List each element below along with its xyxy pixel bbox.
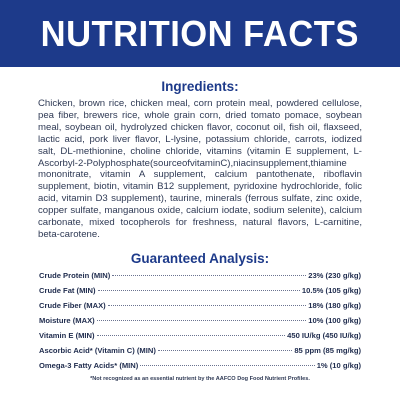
analysis-row-value: 23% (230 g/kg) (308, 271, 361, 280)
dot-leader (108, 305, 307, 306)
analysis-row (39, 286, 361, 301)
analysis-row-name: Crude Protein (MIN) (39, 271, 111, 280)
analysis-row-value: 85 ppm (85 mg/kg) (294, 346, 361, 355)
analysis-row-name: Omega-3 Fatty Acids* (MIN) (39, 361, 139, 370)
ingredients-text: Chicken, brown rice, chicken meal, corn protein meal, powdered cellulose, pea fiber, brewers rice, whole grain corn, dried tomato pomace, soybean meal, soybean oil, hydrolyzed chicken flavor, coconut oil, fish oil, flaxseed, lactic acid, pork liver flavor, L-lysine, potassium chloride, carrots, iodized salt, DL-methionine, choline chloride, vitamins (vitamin E supplement, L-Ascorbyl-2-Polyphosphate(sourceofvitaminC),niacinsupplement,thiamine mononitrate, vitamin A supplement, calcium pantothenate, riboflavin supplement, biotin, vitamin B12 supplement, pyridoxine hydrochloride, folic acid, vitamin D3 supplement), taurine, minerals (ferrous sulfate, zinc oxide, copper sulfate, manganous oxide, calcium iodate, sodium selenite), calcium carbonate, mixed tocopherols for freshness, natural flavors, L-carnitine, beta-carotene. (38, 98, 362, 240)
page-title: NUTRITION FACTS (40, 12, 360, 54)
dot-leader (97, 320, 307, 321)
analysis-row (39, 316, 361, 331)
analysis-row-name: Crude Fat (MIN) (39, 286, 96, 295)
analysis-row-value: 450 IU/kg (450 IU/kg) (287, 331, 361, 340)
analysis-row-value: 10% (100 g/kg) (308, 316, 361, 325)
guaranteed-analysis-table (39, 271, 361, 376)
dot-leader (97, 335, 286, 336)
ingredients-heading: Ingredients: (161, 79, 239, 94)
analysis-row-value: 18% (180 g/kg) (308, 301, 361, 310)
dot-leader (112, 275, 306, 276)
analysis-row-name: Vitamin E (MIN) (39, 331, 95, 340)
analysis-row (39, 361, 361, 376)
dot-leader (98, 290, 300, 291)
dot-leader (158, 350, 292, 351)
analysis-row (39, 301, 361, 316)
analysis-row (39, 346, 361, 361)
analysis-row-value: 1% (10 g/kg) (316, 361, 361, 370)
analysis-row (39, 331, 361, 346)
footnote: *Not recognized as an essential nutrient by the AAFCO Dog Food Nutrient Profiles. (90, 376, 310, 382)
analysis-row (39, 271, 361, 286)
dot-leader (140, 365, 314, 366)
analysis-row-value: 10.5% (105 g/kg) (301, 286, 361, 295)
title-banner (0, 0, 400, 67)
analysis-row-name: Crude Fiber (MAX) (39, 301, 106, 310)
guaranteed-analysis-heading: Guaranteed Analysis: (130, 251, 270, 266)
analysis-row-name: Moisture (MAX) (39, 316, 95, 325)
analysis-row-name: Ascorbic Acid* (Vitamin C) (MIN) (39, 346, 156, 355)
